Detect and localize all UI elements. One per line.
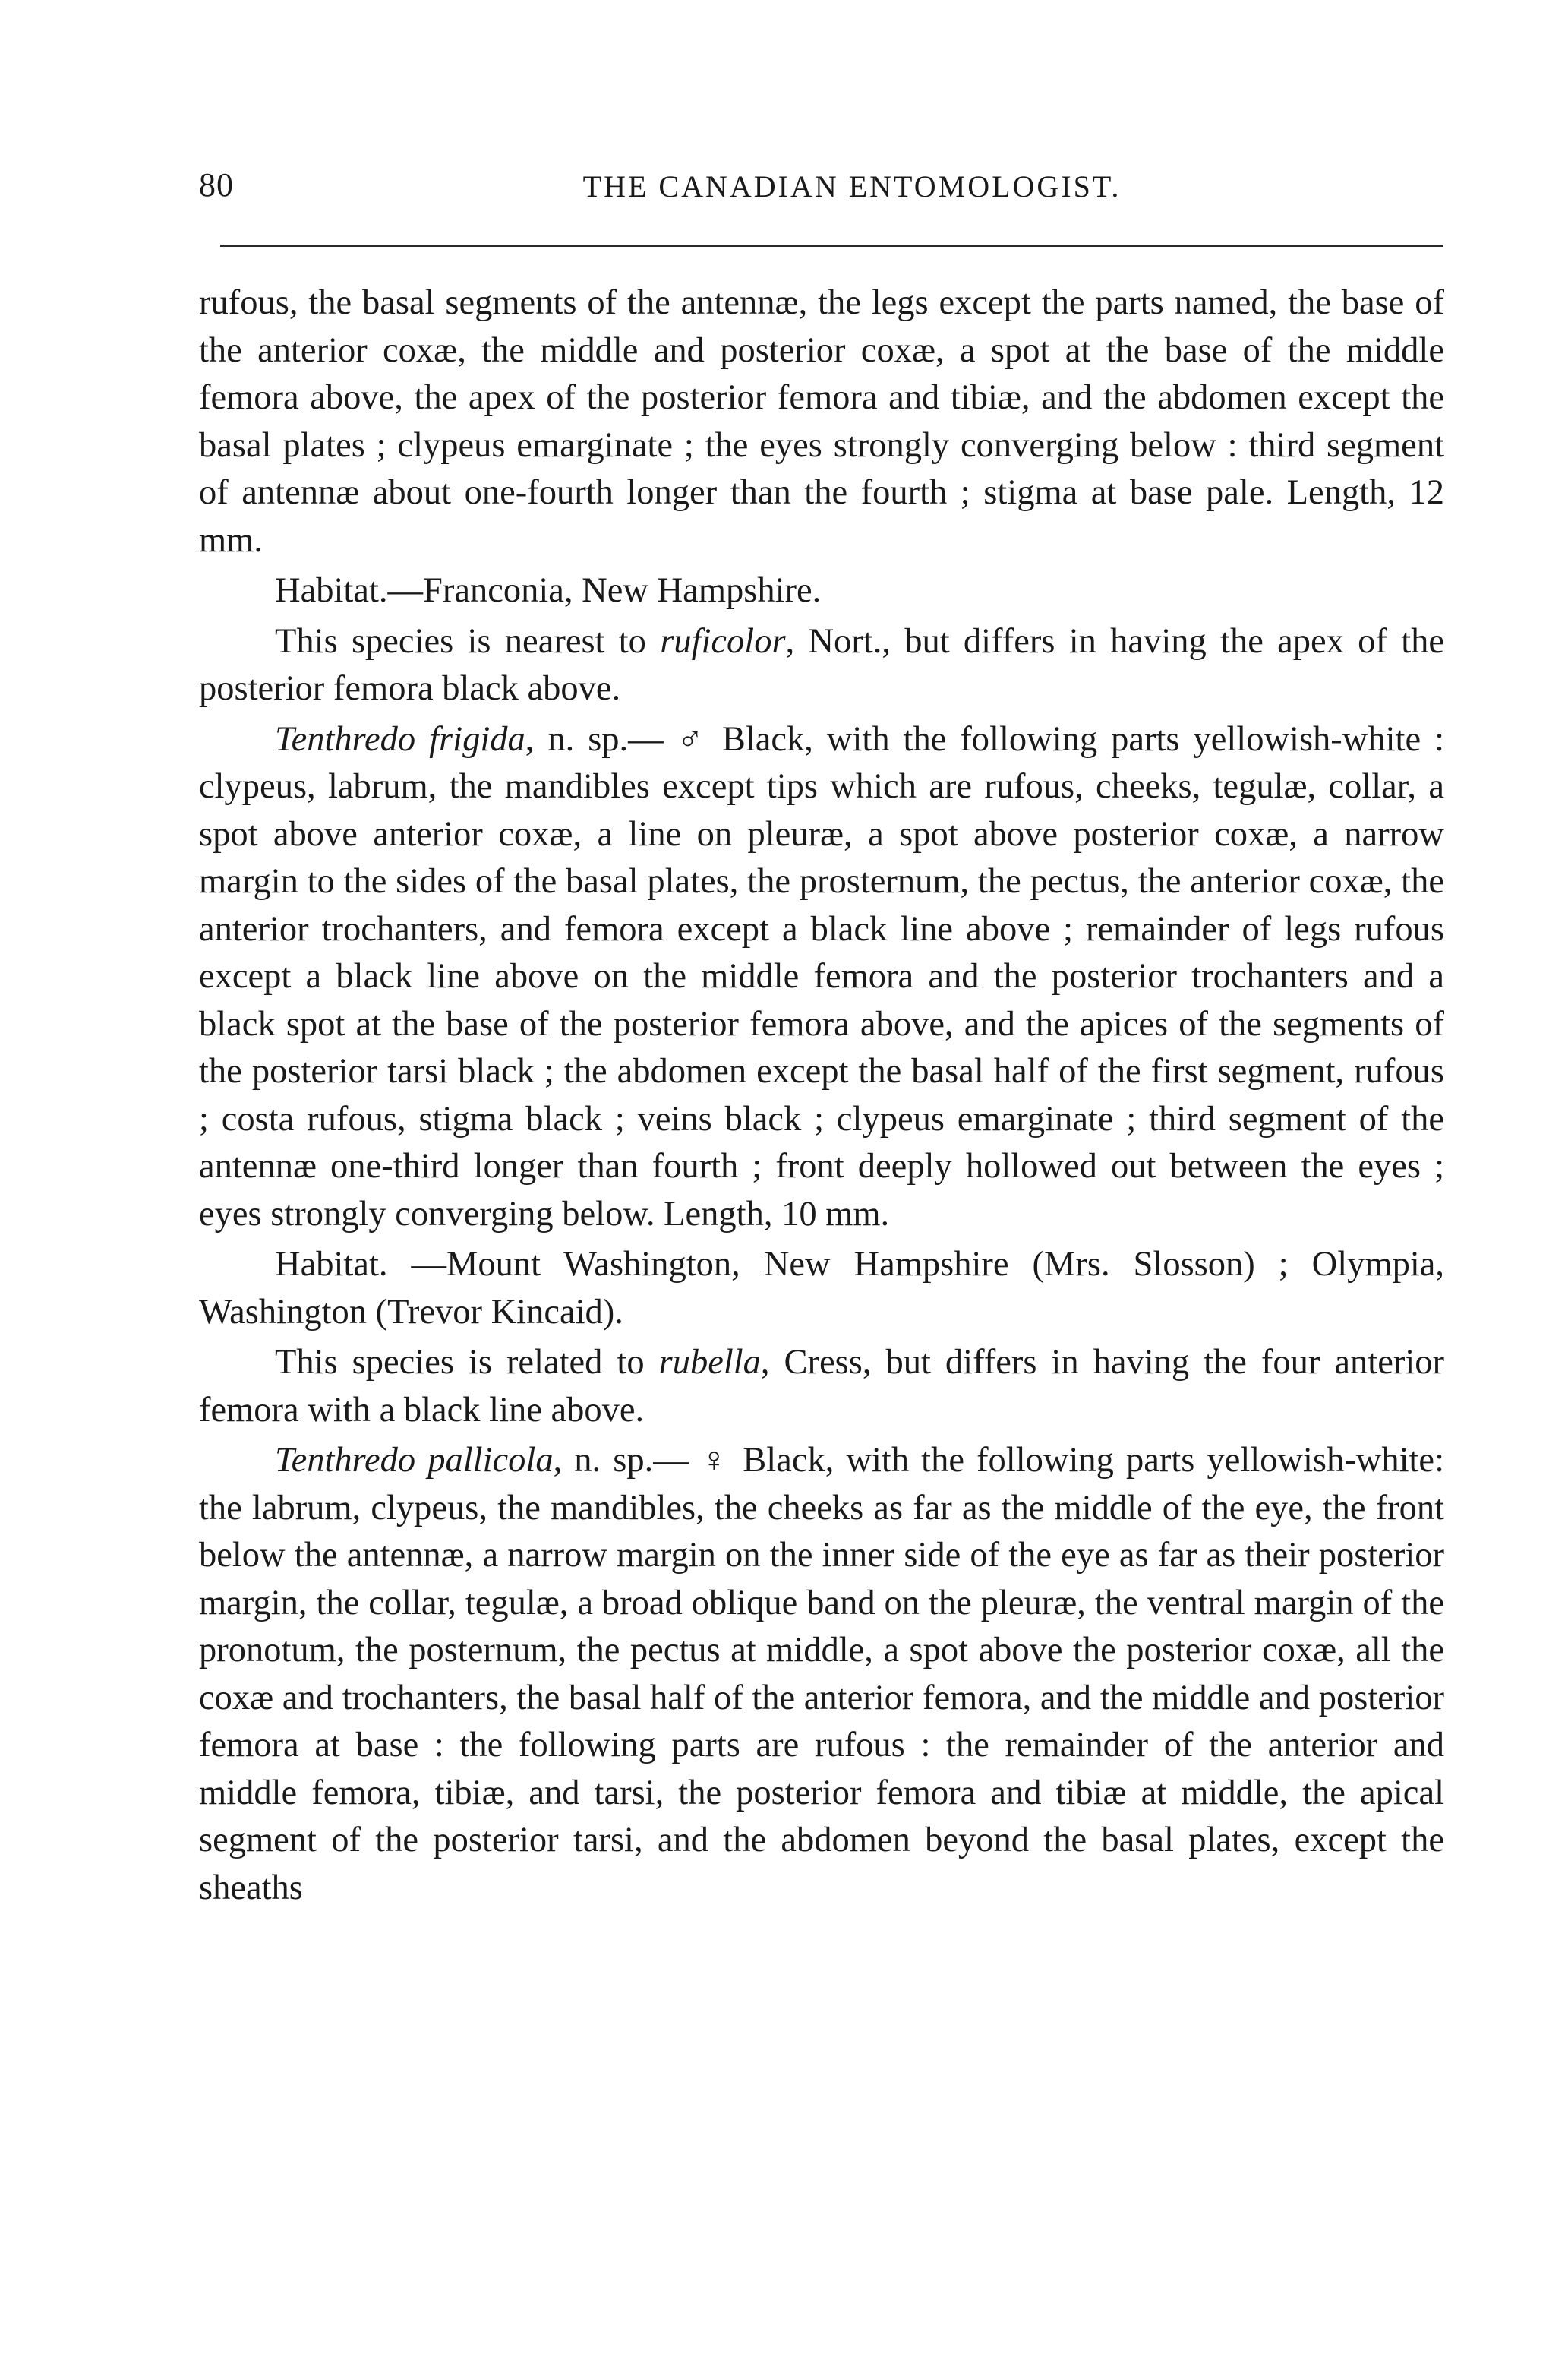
body-text	[199, 280, 1444, 1912]
running-head	[199, 166, 1444, 211]
text-run: This species is nearest to	[275, 621, 661, 661]
paragraph-habitat-mount-washington: Habitat. —Mount Washington, New Hampshire (Mrs. Slosson) ; Olympia, Washington (Trevor Kincaid).	[199, 1245, 1444, 1331]
paragraph-ruficolor-comparison	[199, 618, 1444, 713]
species-name-frigida: Tenthredo frigida	[275, 719, 525, 759]
header-rule	[220, 245, 1443, 247]
text-run: This species is related to	[275, 1343, 659, 1382]
text-run: , Nort., but differs in having the apex of the posterior femora black above.	[199, 621, 1444, 708]
paragraph-habitat-franconia: Habitat.—Franconia, New Hampshire.	[275, 571, 822, 610]
paragraph-tenthredo-frigida	[199, 716, 1444, 1239]
species-name-ruficolor: ruficolor	[660, 621, 786, 661]
paragraph-rubella-comparison	[199, 1339, 1444, 1434]
paragraph-tenthredo-pallicola	[199, 1437, 1444, 1912]
text-run: , n. sp.— ♀ Black, with the following parts yellowish-white: the labrum, clypeus, the mandibles, the cheeks as far as the middle of the eye, the front below the antennæ, a narrow margin on the inner side of the eye as far as their posterior margin, the collar, tegulæ, a broad oblique band on the pleuræ, the ventral margin of the pronotum, the posternum, the pectus at middle, a spot above the posterior coxæ, all the coxæ and trochanters, the basal half of the anterior femora, and the middle and posterior femora at base : the following parts are rufous : the remainder of the anterior and middle femora, tibiæ, and tarsi, the posterior femora and tibiæ at middle, the apical segment of the posterior tarsi, and the abdomen beyond the basal plates, except the sheaths	[199, 1441, 1444, 1907]
page-number: 80	[199, 166, 234, 204]
text-run: , Cress, but differs in having the four anterior femora with a black line above.	[199, 1343, 1444, 1429]
species-name-pallicola: Tenthredo pallicola	[275, 1441, 554, 1480]
species-name-rubella: rubella	[658, 1343, 761, 1382]
journal-title: THE CANADIAN ENTOMOLOGIST.	[582, 169, 1122, 204]
paragraph-continued-description: rufous, the basal segments of the antennæ, the legs except the parts named, the base of the anterior coxæ, the middle and posterior coxæ, a spot at the base of the middle femora above, the apex of the posterior femora and tibiæ, and the abdomen except the basal plates ; clypeus emarginate ; the eyes strongly converging below : third segment of antennæ about one-fourth longer than the fourth ; stigma at base pale. Length, 12 mm.	[199, 283, 1444, 560]
text-run: , n. sp.— ♂ Black, with the following parts yellowish-white : clypeus, labrum, the mandibles except tips which are rufous, cheeks, tegulæ, collar, a spot above anterior coxæ, a line on pleuræ, a spot above posterior coxæ, a narrow margin to the sides of the basal plates, the prosternum, the pectus, the anterior coxæ, the anterior trochanters, and femora except a black line above ; remainder of legs rufous except a black line above on the middle femora and the posterior trochanters and a black spot at the base of the posterior femora above, and the apices of the segments of the posterior tarsi black ; the abdomen except the basal half of the first segment, rufous ; costa rufous, stigma black ; veins black ; clypeus emarginate ; third segment of the antennæ one-third longer than fourth ; front deeply hollowed out between the eyes ; eyes strongly converging below. Length, 10 mm.	[199, 719, 1444, 1234]
